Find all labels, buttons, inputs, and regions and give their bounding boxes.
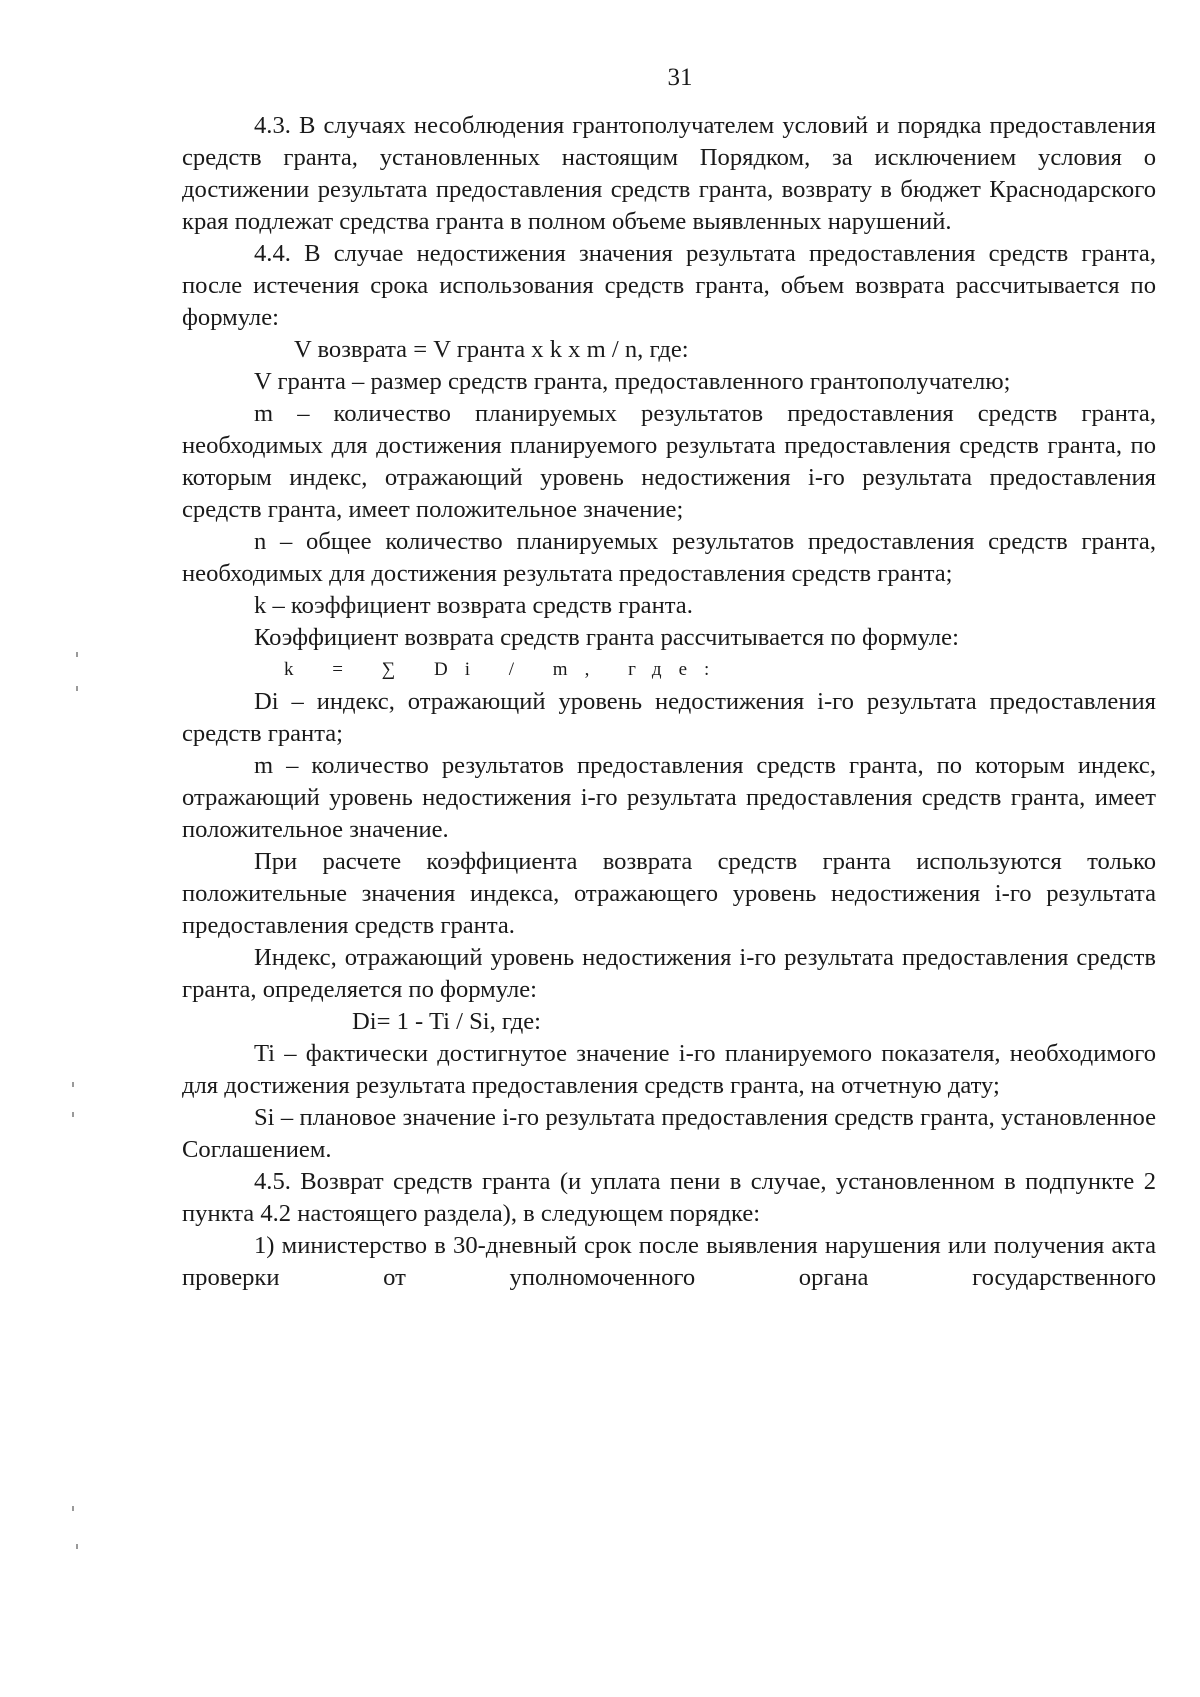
coefficient-intro: Коэффициент возврата средств гранта рассчитывается по формуле: [254,624,959,651]
definition-si: Si – плановое значение i-го результата предоставления средств гранта, установленное Соглашением. [182,1104,1156,1163]
definition-di: Di – индекс, отражающий уровень недостижения i-го результата предоставления средств гранта; [182,688,1156,747]
paragraph-4-4: 4.4. В случае недостижения значения результата предоставления средств гранта, после истечения срока использования средств гранта, объем возврата рассчитывается по формуле: [182,240,1156,331]
paragraph-4-5-item-1: 1) министерство в 30-дневный срок после выявления нарушения или получения акта проверки от уполномоченного органа государственного [182,1232,1156,1291]
scan-speck [76,1544,78,1549]
definition-m-2: m – количество результатов предоставления средств гранта, по которым индекс, отражающий уровень недостижения i-го результата предоставления средств гранта, имеет положительное значение. [182,752,1156,843]
scan-speck [76,686,78,691]
scan-speck [72,1082,74,1087]
formula-index: Di= 1 - Ti / Si, где: [352,1008,542,1035]
index-intro: Индекс, отражающий уровень недостижения i-го результата предоставления средств гранта, определяется по формуле: [182,944,1156,1003]
document-body [182,110,1156,1294]
paragraph-4-5: 4.5. Возврат средств гранта (и уплата пени в случае, установленном в подпункте 2 пункта 4.2 настоящего раздела), в следующем порядке: [182,1168,1156,1227]
paragraph-4-3: 4.3. В случаях несоблюдения грантополучателем условий и порядка предоставления средств гранта, установленных настоящим Порядком, за исключением условия о достижении результата предоставления средств гранта, возврату в бюджет Краснодарского края подлежат средства гранта в полном объеме выявленных нарушений. [182,112,1156,235]
definition-m: m – количество планируемых результатов предоставления средств гранта, необходимых для достижения планируемого результата предоставления средств гранта, по которым индекс, отражающий уровень недостижения i-го результата предоставления средств гранта, имеет положительное значение; [182,400,1156,523]
definition-k: k – коэффициент возврата средств гранта. [254,592,693,619]
definition-n: n – общее количество планируемых результатов предоставления средств гранта, необходимых для достижения результата предоставления средств гранта; [182,528,1156,587]
scan-speck [72,1506,74,1511]
coefficient-note: При расчете коэффициента возврата средств гранта используются только положительные значения индекса, отражающего уровень недостижения i-го результата предоставления средств гранта. [182,848,1156,939]
scan-speck [76,652,78,657]
page-number: 31 [667,64,693,91]
formula-return-volume: V возврата = V гранта x k x m / n, где: [294,336,689,363]
definition-v-granta: V гранта – размер средств гранта, предоставленного грантополучателю; [254,368,1011,395]
scan-speck [72,1112,74,1117]
definition-ti: Ti – фактически достигнутое значение i-го планируемого показателя, необходимого для достижения результата предоставления средств гранта, на отчетную дату; [182,1040,1156,1099]
formula-coefficient: k = ∑ Di / m, где: [284,659,727,680]
